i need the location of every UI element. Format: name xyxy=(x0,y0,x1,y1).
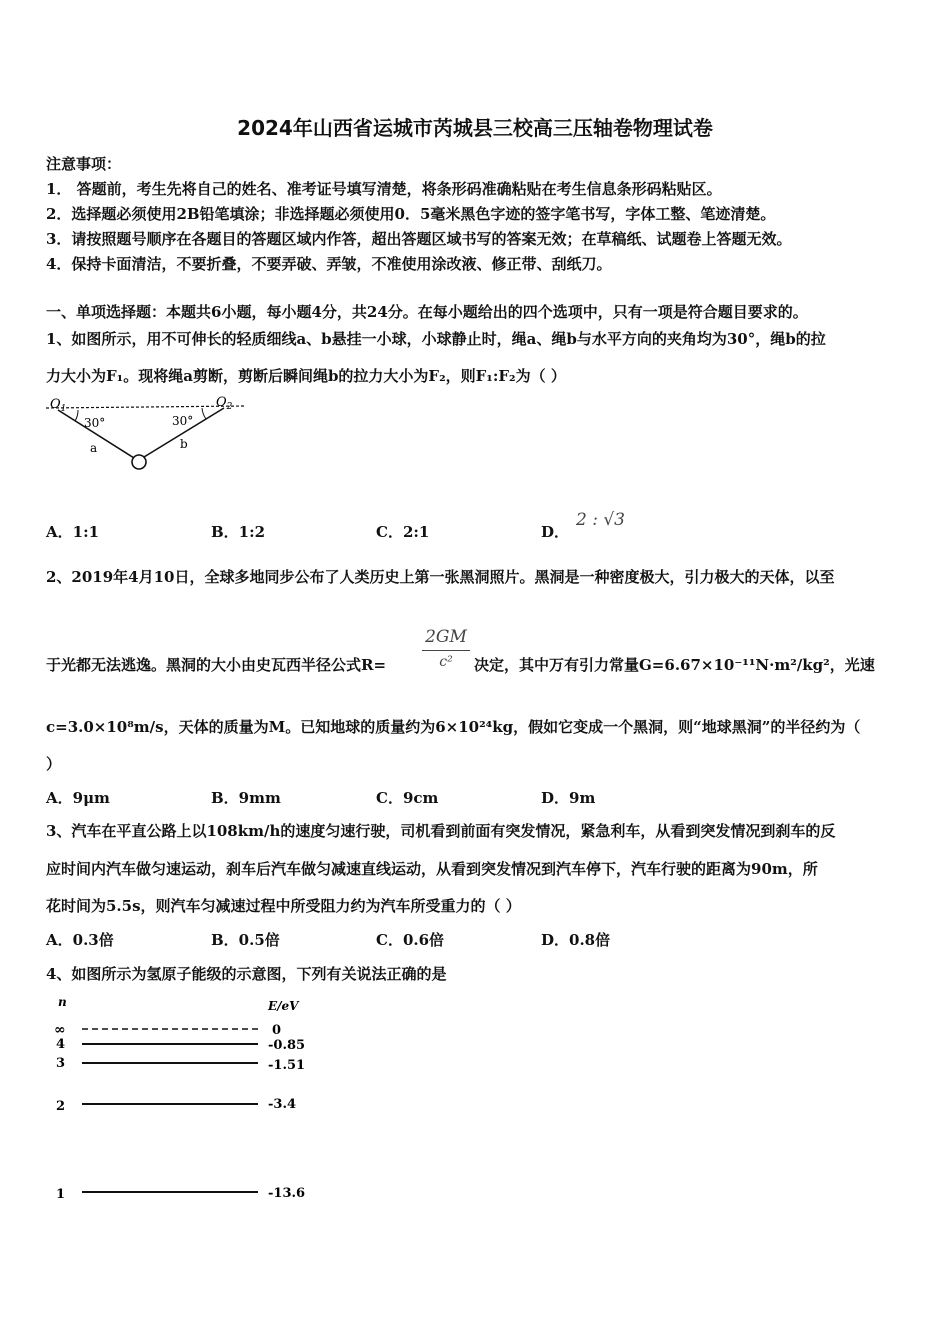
q2-text-line2b: 决定，其中万有引力常量G=6.67×10⁻¹¹N·m²/kg²，光速 xyxy=(474,656,875,674)
schwarzschild-fraction xyxy=(422,626,470,671)
o1-label: $O_1$ xyxy=(50,397,67,414)
q1-option-d-math: 2 : √3 xyxy=(576,510,625,530)
level-n-label: 1 xyxy=(56,1187,66,1202)
notice-item: 2．选择题必须使用2B铅笔填涂；非选择题必须使用0．5毫米黑色字迹的签字笔书写，字体工整、笔迹清楚。 xyxy=(46,205,776,223)
q3-text-line1: 3、汽车在平直公路上以108km/h的速度匀速行驶，司机看到前面有突发情况，紧急利车，从看到突发情况到刹车的反 xyxy=(46,822,836,840)
q2-option-a[interactable]: A．9μm xyxy=(46,789,110,807)
angle-left-label: 30° xyxy=(84,416,106,430)
notice-item: 3．请按照题号顺序在各题目的答题区域内作答，超出答题区域书写的答案无效；在草稿纸、试题卷上答题无效。 xyxy=(46,230,792,248)
q2-option-c[interactable]: C．9cm xyxy=(376,789,439,807)
level-energy-label: -0.85 xyxy=(268,1038,306,1053)
q3-option-d[interactable]: D．0.8倍 xyxy=(541,931,611,949)
q1-option-d[interactable]: D． xyxy=(541,523,570,541)
q1-text-line2: 力大小为F₁。现将绳a剪断，剪断后瞬间绳b的拉力大小为F₂，则F₁:F₂为（ ） xyxy=(46,367,566,385)
q3-text-line2: 应时间内汽车做匀速运动，刹车后汽车做匀减速直线运动，从看到突发情况到汽车停下，汽车行驶的距离为90m，所 xyxy=(46,860,818,878)
level-n-label: 3 xyxy=(56,1056,66,1071)
n-axis-label: n xyxy=(58,995,67,1009)
angle-right-label: 30° xyxy=(172,414,194,428)
rope-a-label: a xyxy=(90,441,98,455)
q1-text-line1: 1、如图所示，用不可伸长的轻质细线a、b悬挂一小球，小球静止时，绳a、绳b与水平方向的夹角均为30°，绳b的拉 xyxy=(46,330,826,348)
q1-option-a[interactable]: A．1:1 xyxy=(46,523,100,541)
q4-text-line1: 4、如图所示为氢原子能级的示意图，下列有关说法正确的是 xyxy=(46,965,447,983)
page-title: 2024年山西省运城市芮城县三校高三压轴卷物理试卷 xyxy=(237,116,713,140)
q1-rope-figure xyxy=(44,394,254,474)
level-n-label: ∞ xyxy=(54,1022,66,1038)
q1-option-b[interactable]: B．1:2 xyxy=(211,523,266,541)
energy-level-figure xyxy=(44,992,324,1208)
level-energy-label: -3.4 xyxy=(268,1097,297,1112)
q2-option-b[interactable]: B．9mm xyxy=(211,789,281,807)
fraction-denominator: c² xyxy=(439,654,453,670)
q3-option-c[interactable]: C．0.6倍 xyxy=(376,931,445,949)
ball-icon xyxy=(132,455,146,469)
section-heading: 一、单项选择题：本题共6小题，每小题4分，共24分。在每小题给出的四个选项中，只有一项是符合题目要求的。 xyxy=(46,303,808,321)
q2-text-line1: 2、2019年4月10日，全球多地同步公布了人类历史上第一张黑洞照片。黑洞是一种密度极大，引力极大的天体，以至 xyxy=(46,568,835,586)
notice-heading: 注意事项： xyxy=(46,155,122,173)
angle-arc-right xyxy=(202,408,206,419)
ceiling-dashed-line xyxy=(46,406,244,408)
fraction-numerator: 2GM xyxy=(425,627,467,647)
level-energy-label: 0 xyxy=(272,1023,282,1038)
level-n-label: 2 xyxy=(56,1099,66,1114)
q3-text-line3: 花时间为5.5s，则汽车匀减速过程中所受阻力约为汽车所受重力的（ ） xyxy=(46,897,521,915)
o2-label: $O_2$ xyxy=(216,395,233,412)
q1-option-c[interactable]: C．2:1 xyxy=(376,523,430,541)
q2-option-d[interactable]: D．9m xyxy=(541,789,596,807)
notice-item: 4．保持卡面清洁，不要折叠，不要弄破、弄皱，不准使用涂改液、修正带、刮纸刀。 xyxy=(46,255,612,273)
q2-text-line3: c=3.0×10⁸m/s，天体的质量为M。已知地球的质量约为6×10²⁴kg，假如它变成一个黑洞，则“地球黑洞”的半径约为（ xyxy=(46,718,861,736)
q3-option-a[interactable]: A．0.3倍 xyxy=(46,931,114,949)
level-energy-label: -1.51 xyxy=(268,1058,306,1073)
level-n-label: 4 xyxy=(56,1037,66,1052)
energy-axis-label: E/eV xyxy=(268,999,299,1013)
level-energy-label: -13.6 xyxy=(268,1186,306,1201)
angle-arc-left xyxy=(75,410,78,421)
notice-item: 1． 答题前，考生先将自己的姓名、准考证号填写清楚，将条形码准确粘贴在考生信息条形码粘贴区。 xyxy=(46,180,722,198)
rope-b-label: b xyxy=(180,437,188,451)
q2-text-line4: ） xyxy=(46,755,62,773)
q3-option-b[interactable]: B．0.5倍 xyxy=(211,931,280,949)
q2-text-line2a: 于光都无法逃逸。黑洞的大小由史瓦西半径公式R= xyxy=(46,656,387,674)
